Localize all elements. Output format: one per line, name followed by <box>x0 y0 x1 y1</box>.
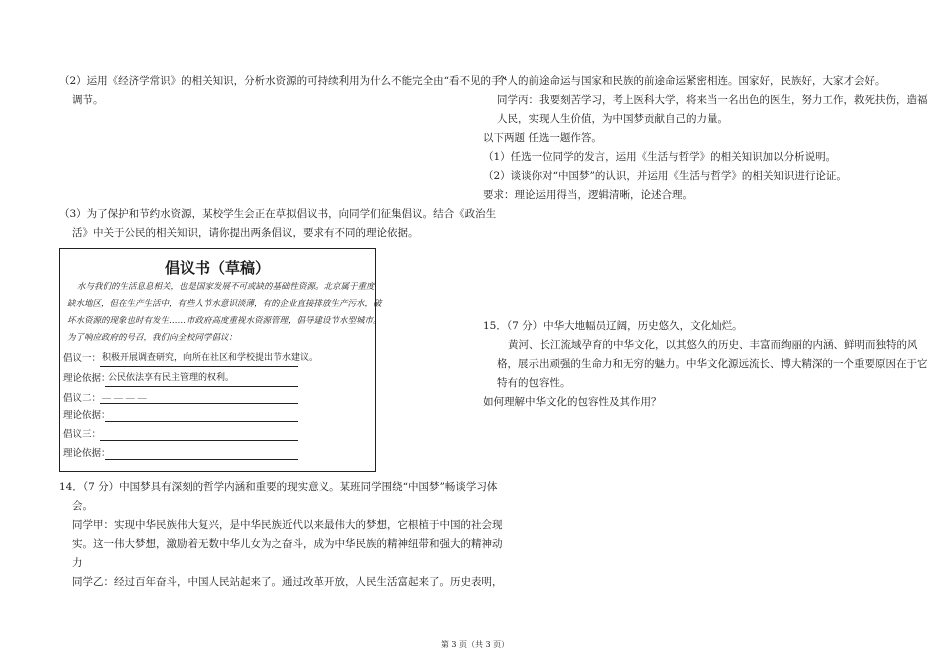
proposal-row-3-label: 倡议二： <box>63 393 102 404</box>
q14-cont-line-6: （2）谈谈你对“中国梦”的认识，并运用《生活与哲学》的相关知识进行论证。 <box>483 170 847 182</box>
proposal-row-6-label: 理论依据： <box>63 448 111 459</box>
proposal-body-line-3: 坏水资源的现象也时有发生……市政府高度重视水资源管理，倡导建设节水型城市。 <box>67 316 382 326</box>
page-footer: 第 3 页（共 3 页） <box>440 640 510 649</box>
q15-line-1: 15．（7 分）中华大地幅员辽阔，历史悠久，文化灿烂。 <box>483 320 743 332</box>
proposal-title: 倡议书（草稿） <box>164 259 270 277</box>
proposal-body-line-4: 为了响应政府的号召，我们向全校同学倡议： <box>67 333 238 343</box>
q2-line-2: 调节。 <box>72 94 104 106</box>
q14-line-5: 力 <box>72 557 83 569</box>
q3-line-2: 活》中关于公民的相关知识，请你提出两条倡议，要求有不同的理论依据。 <box>72 227 419 239</box>
q14-cont-line-2: 同学丙：我要刻苦学习，考上医科大学，将来当一名出色的医生，努力工作，救死扶伤，造福 <box>497 94 928 106</box>
q2-line-1: （2）运用《经济学常识》的相关知识，分析水资源的可持续利用为什么不能完全由“看不见的手” <box>59 75 507 87</box>
q14-line-2: 会。 <box>72 500 93 512</box>
q14-cont-line-3: 人民，实现人生价值，为中国梦贡献自己的力量。 <box>497 113 728 125</box>
proposal-body-line-1: 水与我们的生活息息相关，也是国家发展不可或缺的基础性资源。北京属于重度 <box>77 282 375 292</box>
proposal-row-1-line <box>100 366 298 367</box>
q15-line-4: 特有的包容性。 <box>497 377 571 389</box>
proposal-row-4-line <box>105 421 298 422</box>
proposal-row-1-label: 倡议一： <box>63 353 102 364</box>
q15-line-2: 黄河、长江流域孕育的中华文化，以其悠久的历史、丰富而绚丽的内涵、鲜明而独特的风 <box>508 339 918 351</box>
proposal-row-5-label: 倡议三： <box>63 429 102 440</box>
proposal-row-3-line <box>100 403 298 404</box>
q3-line-1: （3）为了保护和节约水资源，某校学生会正在草拟倡议书，向同学们征集倡议。结合《政治生 <box>59 208 497 220</box>
q14-line-1: 14．（7 分）中国梦具有深刻的哲学内涵和重要的现实意义。某班同学围绕“中国梦”畅谈学习体 <box>59 481 498 493</box>
proposal-row-2-label: 理论依据： <box>63 373 111 384</box>
q14-line-4: 实。这一伟大梦想，激励着无数中华儿女为之奋斗，成为中华民族的精神纽带和强大的精神动 <box>72 538 503 550</box>
q14-cont-line-4: 以下两题 任选一题作答。 <box>483 132 602 144</box>
proposal-row-4-label: 理论依据： <box>63 410 111 421</box>
proposal-body-line-2: 缺水地区，但在生产生活中，有些人节水意识淡薄，有的企业直接排放生产污水，破 <box>67 299 382 309</box>
q14-line-3: 同学甲：实现中华民族伟大复兴，是中华民族近代以来最伟大的梦想，它根植于中国的社会现 <box>72 519 503 531</box>
q15-line-5: 如何理解中华文化的包容性及其作用？ <box>483 396 662 408</box>
q14-cont-line-7: 要求：理论运用得当，逻辑清晰，论述合理。 <box>483 189 693 201</box>
proposal-row-2-line <box>105 386 298 387</box>
q14-cont-line-5: （1）任选一位同学的发言，运用《生活与哲学》的相关知识加以分析说明。 <box>483 151 837 163</box>
proposal-row-5-line <box>100 440 298 441</box>
q15-line-3: 格，展示出顽强的生命力和无穷的魅力。中华文化源远流长、博大精深的一个重要原因在于它 <box>497 358 928 370</box>
q14-line-6: 同学乙：经过百年奋斗，中国人民站起来了。通过改革开放，人民生活富起来了。历史表明， <box>72 576 503 588</box>
q14-cont-line-1: 个人的前途命运与国家和民族的前途命运紧密相连。国家好，民族好，大家才会好。 <box>497 75 886 87</box>
proposal-box <box>59 248 382 472</box>
proposal-row-6-line <box>105 459 298 460</box>
proposal-row-3-value: ＿ ＿ ＿ ＿ <box>102 391 147 401</box>
proposal-row-2-value: 公民依法享有民主管理的权利。 <box>108 373 235 383</box>
proposal-row-1-value: 积极开展调查研究，向所在社区和学校提出节水建议。 <box>102 353 319 363</box>
